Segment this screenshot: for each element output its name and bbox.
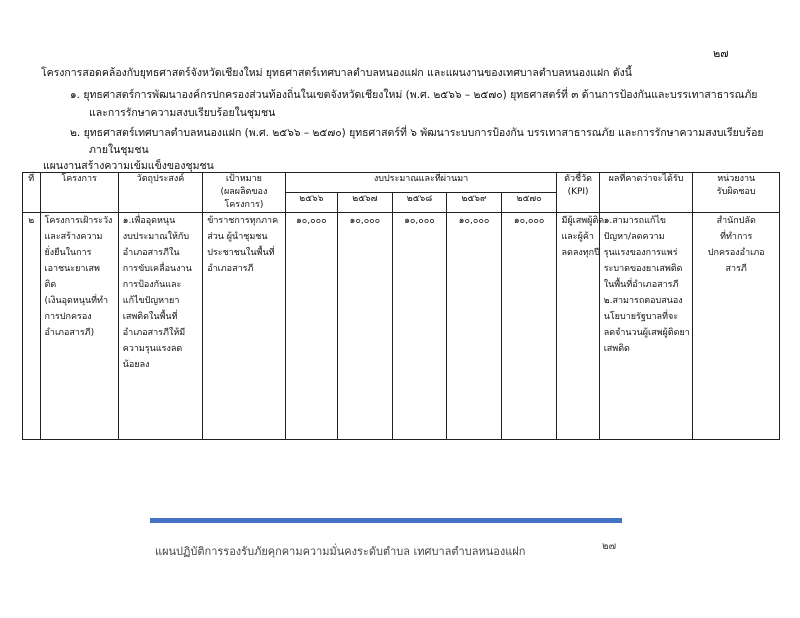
section-title: แผนงานสร้างความเข้มแข็งของชุมชน: [43, 160, 214, 172]
expected-line: ระบาดของยาเสพติด: [603, 264, 683, 274]
kpi-line: ลดลงทุกปี: [561, 248, 600, 258]
row-no: ๒: [23, 213, 41, 440]
footer-text: แผนปฏิบัติการรองรับภัยคุกคามความมั่นคงระดับตำบล เทศบาลตำบลหนองแฝก: [155, 545, 526, 558]
objective-line: น้อยลง: [122, 360, 150, 370]
header-agency: [693, 173, 780, 213]
project-line: ติด: [44, 280, 57, 290]
strategy-item-1-line2: และการรักษาความสงบเรียบร้อยในชุมชน: [89, 107, 276, 119]
objective-line: ความรุนแรงลด: [122, 344, 183, 354]
header-year-2566: ๒๕๖๖: [285, 193, 338, 213]
objective-line: อำเภอสารภีใน: [122, 248, 180, 258]
expected-line: ๑.สามารถแก้ไข: [603, 216, 667, 226]
header-target: [203, 173, 285, 213]
expected-line: ปัญหา/ลดความ: [603, 232, 665, 242]
header-no: ที่: [23, 173, 41, 213]
project-line: การปกครอง: [44, 312, 92, 322]
budget-2566: ๑๐,๐๐๐: [285, 213, 338, 440]
objective-line: ๑.เพื่ออุดหนุน: [122, 216, 176, 226]
header-budget-group: งบประมาณและที่ผ่านมา: [285, 173, 557, 193]
project-line: และสร้างความ: [44, 232, 103, 242]
budget-2569: ๑๐,๐๐๐: [447, 213, 502, 440]
project-line: ยั่งยืนในการ: [44, 248, 92, 258]
strategy-item-2-line2: ภายในชุมชน: [89, 144, 149, 156]
header-kpi: [557, 173, 599, 213]
header-year-2567: ๒๕๖๗: [338, 193, 393, 213]
objective-line: การป้องกันและ: [122, 280, 182, 290]
objective-line: เสพติดในพื้นที่: [122, 312, 178, 322]
header-target-line-1: เป้าหมาย: [225, 174, 262, 184]
target-line: อำเภอสารภี: [207, 264, 254, 274]
footer-bar: [150, 518, 622, 523]
expected-line: ๒.สามารถตอบสนอง: [603, 296, 683, 306]
target-line: ข้าราชการทุกภาค: [207, 216, 279, 226]
header-year-2570: ๒๕๗๐: [501, 193, 557, 213]
page-number-top: ๒๗: [713, 47, 729, 60]
objective-line: การขับเคลื่อนงาน: [122, 264, 192, 274]
target-line: ส่วน ผู้นำชุมชน: [207, 232, 268, 242]
header-project: โครงการ: [40, 173, 118, 213]
project-line: (เงินอุดหนุนที่ทำ: [44, 296, 109, 306]
row-objective: [118, 213, 202, 440]
budget-2567: ๑๐,๐๐๐: [338, 213, 393, 440]
project-line: อำเภอสารภี): [44, 328, 95, 338]
target-line: ประชาชนในพื้นที่: [207, 248, 275, 258]
kpi-line: และผู้ค้า: [561, 232, 594, 242]
header-agency-line-1: หน่วยงาน: [717, 174, 756, 184]
header-kpi-line-1: ตัวชี้วัด: [564, 174, 593, 184]
budget-2568: ๑๐,๐๐๐: [392, 213, 447, 440]
expected-line: นโยบายรัฐบาลที่จะ: [603, 312, 679, 322]
row-expected: [599, 213, 693, 440]
budget-2570: ๑๐,๐๐๐: [501, 213, 557, 440]
header-year-2568: ๒๕๖๘: [392, 193, 447, 213]
plan-table: [22, 172, 780, 440]
header-target-line-3: โครงการ): [224, 200, 264, 210]
kpi-line: มีผู้เสพผู้ติด: [561, 216, 605, 226]
row-target: [203, 213, 285, 440]
objective-line: อำเภอสารภีให้มี: [122, 328, 186, 338]
table-row: [23, 213, 780, 440]
objective-line: แก้ไขปัญหายา: [122, 296, 180, 306]
strategy-item-2-line1: ๒. ยุทธศาสตร์เทศบาลตำบลหนองแฝก (พ.ศ. ๒๕๖๖ – ๒๕๗๐) ยุทธศาสตร์ที่ ๖ พัฒนาระบบการป้องกัน บรรเทาสาธารณภัย และการรักษาความสงบเรียบร้อย: [70, 127, 764, 139]
agency-line: สารภี: [725, 264, 747, 274]
agency-line: ที่ทำการ: [720, 232, 753, 242]
header-year-2569: ๒๕๖๙: [447, 193, 502, 213]
strategy-item-1-line1: ๑. ยุทธศาสตร์การพัฒนาองค์กรปกครองส่วนท้องถิ่นในเขตจังหวัดเชียงใหม่ (พ.ศ. ๒๕๖๖ – ๒๕๗๐) ยุทธศาสตร์ที่ ๓ ด้านการป้องกันและบรรเทาสาธารณภัย: [70, 89, 758, 101]
expected-line: ในพื้นที่อำเภอสารภี: [603, 280, 679, 290]
footer-page-number: ๒๗: [602, 541, 617, 552]
row-project: [40, 213, 118, 440]
header-kpi-line-2: (KPI): [567, 187, 589, 197]
objective-line: งบประมาณให้กับ: [122, 232, 190, 242]
row-agency: [693, 213, 780, 440]
row-kpi: [557, 213, 605, 440]
agency-line: ปกครองอำเภอ: [707, 248, 765, 258]
header-objective: วัตถุประสงค์: [118, 173, 202, 213]
expected-line: รุนแรงของการแพร่: [603, 248, 678, 258]
intro-text: โครงการสอดคล้องกับยุทธศาสตร์จังหวัดเชียงใหม่ ยุทธศาสตร์เทศบาลตำบลหนองแฝก และแผนงานของเทศบาลตำบลหนองแฝก ดังนี้: [41, 67, 632, 79]
project-line: เอาชนะยาเสพ: [44, 264, 100, 274]
expected-line: เสพติด: [603, 344, 630, 354]
header-agency-line-2: รับผิดชอบ: [716, 187, 756, 197]
header-expected: ผลที่คาดว่าจะได้รับ: [599, 173, 693, 213]
agency-line: สำนักปลัด: [716, 216, 756, 226]
expected-line: ลดจำนวนผู้เสพผู้ติดยา: [603, 328, 690, 338]
header-target-line-2: (ผลผลิตของ: [220, 187, 268, 197]
project-line: โครงการเฝ้าระวัง: [44, 216, 113, 226]
